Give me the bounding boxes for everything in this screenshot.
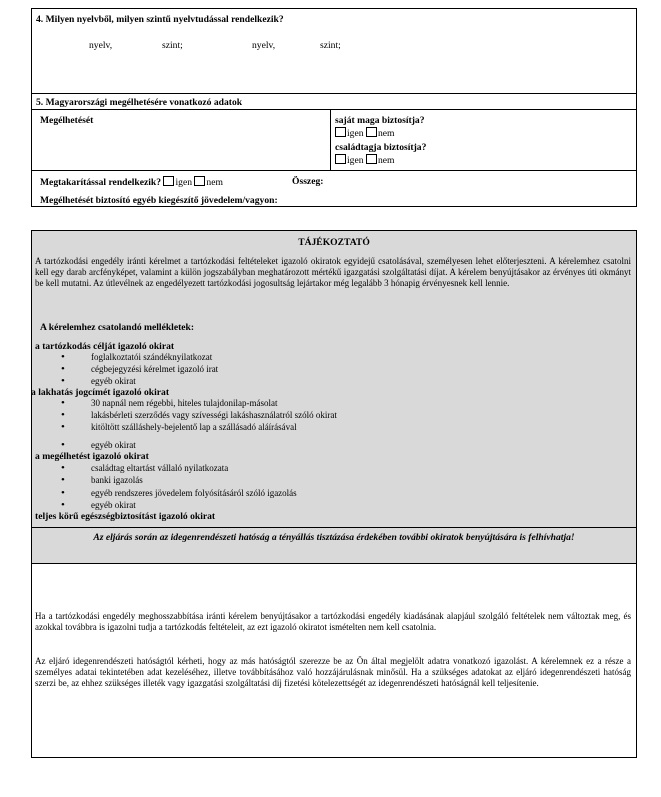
section-5-box bbox=[31, 93, 637, 207]
livelihood-label: Megélhetését bbox=[40, 115, 94, 126]
list-item: • egyéb okirat bbox=[91, 500, 136, 511]
yes-label: igen bbox=[347, 155, 364, 166]
list-item: • családtag eltartást vállaló nyilatkozata bbox=[91, 463, 228, 474]
list-item: • egyéb okirat bbox=[91, 376, 136, 387]
purpose-heading: a tartózkodás célját igazoló okirat bbox=[35, 341, 175, 352]
divider bbox=[31, 170, 637, 171]
self-no-checkbox[interactable] bbox=[366, 127, 377, 137]
list-item: • cégbejegyzési kérelmet igazoló irat bbox=[91, 364, 218, 375]
family-no-checkbox[interactable] bbox=[366, 154, 377, 164]
amount-label: Összeg: bbox=[292, 176, 324, 187]
list-item: • egyéb okirat bbox=[91, 440, 136, 451]
list-item: • 30 napnál nem régebbi, hiteles tulajdonilap-másolat bbox=[91, 398, 277, 409]
family-provided-options bbox=[335, 154, 394, 166]
savings-no-checkbox[interactable] bbox=[194, 176, 205, 186]
self-yes-checkbox[interactable] bbox=[335, 127, 346, 137]
no-label: nem bbox=[377, 128, 395, 139]
level-2-label[interactable]: szint; bbox=[320, 40, 341, 51]
extension-paragraph: Ha a tartózkodási engedély meghosszabbítása iránti kérelem benyújtásakor a tartózkodási engedély kiadásának alapjául szolgáló feltételek nem változtak meg, és azokkal továbbra is igazolni tudja a tartózkodás feltételeit, az ezt igazoló okiratot ismételten nem kell csatolnia. bbox=[35, 611, 631, 632]
info-paragraph-1: A tartózkodási engedély iránti kérelmet a tartózkodási feltételeket igazoló okiratok egyidejű csatolásával, személyesen lehet előterjeszteni. A kérelemhez csatolni kell egy darab arcfényképet, valamint a külön jogszabályban meghatározott mértékű igazgatási szolgáltatási díjat. A kérelem benyújtásakor az érvényes úti okmányt be kell mutatni. Az útlevélnek az engedélyezett tartózkodási jogosultság lejártakor még legalább 3 hónapig érvényesnek kell lennie. bbox=[35, 256, 631, 288]
info-title: TÁJÉKOZTATÓ bbox=[298, 237, 370, 248]
section-5-title: 5. Magyarországi megélhetésére vonatkozó adatok bbox=[36, 97, 243, 108]
attachments-heading: A kérelemhez csatolandó mellékletek: bbox=[40, 322, 195, 333]
list-item: • lakásbérleti szerződés vagy szívességi lakáshasználatról szóló okirat bbox=[91, 410, 337, 421]
list-item: • egyéb rendszeres jövedelem folyósításáról szóló igazolás bbox=[91, 488, 297, 499]
family-provided-label: családtagja biztosítja? bbox=[335, 142, 427, 153]
divider bbox=[31, 109, 637, 110]
divider bbox=[330, 109, 331, 170]
yes-label: igen bbox=[347, 128, 364, 139]
other-income-label: Megélhetését biztosító egyéb kiegészítő jövedelem/vagyon: bbox=[40, 195, 278, 206]
list-item: • banki igazolás bbox=[91, 475, 143, 486]
notice-text: Az eljárás során az idegenrendészeti hatóság a tényállás tisztázása érdekében további okiratok benyújtására is felhívhatja! bbox=[93, 532, 575, 543]
language-2-label[interactable]: nyelv, bbox=[252, 40, 276, 51]
savings-row bbox=[40, 176, 223, 188]
no-label: nem bbox=[377, 155, 395, 166]
section-4-title: 4. Milyen nyelvből, milyen szintű nyelvtudással rendelkezik? bbox=[36, 14, 284, 25]
data-request-paragraph: Az eljáró idegenrendészeti hatóságtól kérheti, hogy az más hatóságtól szerezze be az Ön által megjelölt adatra vonatkozó igazolást. A kérelemnek ez a része a személyes adatai tekintetében adat kezeléséhez, illetve továbbításához való hozzájárulásnak minősül. Ha a szükséges adatokat az eljáró idegenrendészeti hatóság szerzi be, az ehhez szükséges illeték vagy igazgatási szolgáltatási díj fizetési kötelezettségét az idegenrendészeti hatóságnál kell teljesítenie. bbox=[35, 656, 631, 688]
divider bbox=[31, 527, 637, 528]
level-1-label[interactable]: szint; bbox=[162, 40, 183, 51]
savings-label: Megtakarítással rendelkezik? bbox=[40, 177, 162, 188]
yes-label: igen bbox=[175, 177, 193, 188]
health-insurance-heading: teljes körű egészségbiztosítást igazoló okirat bbox=[35, 511, 216, 522]
no-label: nem bbox=[206, 177, 223, 188]
livelihood-heading: a megélhetést igazoló okirat bbox=[35, 451, 149, 462]
list-item: • kitöltött szálláshely-bejelentő lap a szállásadó aláírásával bbox=[91, 422, 297, 433]
housing-heading: a lakhatás jogcímét igazoló okirat bbox=[31, 387, 170, 398]
family-yes-checkbox[interactable] bbox=[335, 154, 346, 164]
language-1-label[interactable]: nyelv, bbox=[89, 40, 113, 51]
list-item: • foglalkoztatói szándéknyilatkozat bbox=[91, 352, 212, 363]
self-provided-options bbox=[335, 127, 394, 139]
savings-yes-checkbox[interactable] bbox=[163, 176, 174, 186]
self-provided-label: saját maga biztosítja? bbox=[335, 115, 425, 126]
